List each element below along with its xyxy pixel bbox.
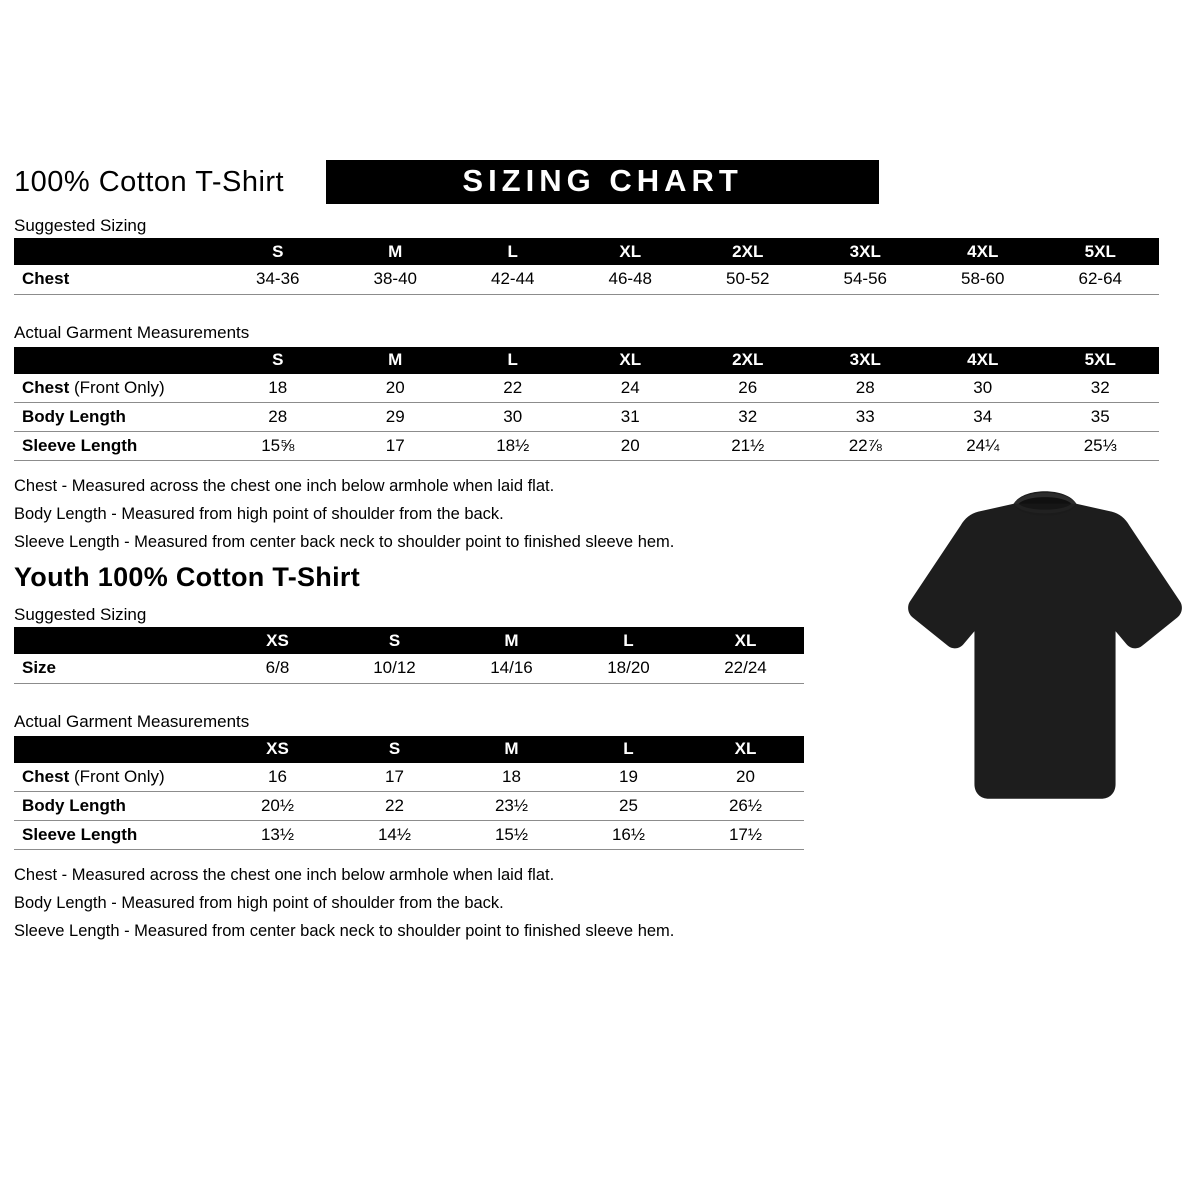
cell-value: 23½ [453, 792, 570, 821]
cell-value: 29 [337, 403, 455, 432]
row-label: Chest [14, 265, 219, 294]
size-column-header: L [570, 627, 687, 654]
size-column-header [14, 627, 219, 654]
size-column-header: M [337, 238, 455, 265]
note-body-length: Body Length - Measured from high point of shoulder from the back. [14, 894, 504, 912]
cell-value: 6/8 [219, 654, 336, 683]
cell-value: 46-48 [572, 265, 690, 294]
size-column-header: 2XL [689, 347, 807, 374]
cell-value: 26 [689, 374, 807, 403]
size-column-header: S [219, 347, 337, 374]
cell-value: 50-52 [689, 265, 807, 294]
row-label: Sleeve Length [14, 432, 219, 461]
table-row [14, 654, 804, 683]
cell-value: 22 [336, 792, 453, 821]
cell-value: 16½ [570, 821, 687, 850]
row-label: Body Length [14, 403, 219, 432]
table-row [14, 403, 1159, 432]
table-row [14, 432, 1159, 461]
cell-value: 14/16 [453, 654, 570, 683]
note-chest: Chest - Measured across the chest one inch below armhole when laid flat. [14, 477, 555, 495]
row-label: Size [14, 654, 219, 683]
size-column-header: L [454, 347, 572, 374]
size-column-header: S [219, 238, 337, 265]
size-column-header: M [453, 736, 570, 763]
note-sleeve-length: Sleeve Length - Measured from center back neck to shoulder point to finished sleeve hem. [14, 533, 675, 551]
table-row [14, 792, 804, 821]
tshirt-illustration [898, 466, 1192, 816]
cell-value: 19 [570, 763, 687, 792]
youth-actual-measurements-label: Actual Garment Measurements [14, 711, 250, 731]
size-column-header: M [337, 347, 455, 374]
size-column-header: XS [219, 736, 336, 763]
cell-value: 15⅝ [219, 432, 337, 461]
size-column-header: 5XL [1042, 238, 1160, 265]
cell-value: 22/24 [687, 654, 804, 683]
cell-value: 42-44 [454, 265, 572, 294]
cell-value: 26½ [687, 792, 804, 821]
cell-value: 31 [572, 403, 690, 432]
size-column-header [14, 347, 219, 374]
size-column-header [14, 736, 219, 763]
youth-suggested-sizing-table [14, 627, 804, 684]
header-row [14, 160, 1186, 204]
size-column-header: 5XL [1042, 347, 1160, 374]
cell-value: 38-40 [337, 265, 455, 294]
cell-value: 20 [572, 432, 690, 461]
cell-value: 17½ [687, 821, 804, 850]
cell-value: 22 [454, 374, 572, 403]
cell-value: 10/12 [336, 654, 453, 683]
cell-value: 22⅞ [807, 432, 925, 461]
tshirt-product-image [898, 466, 1192, 816]
table-row [14, 265, 1159, 294]
cell-value: 28 [807, 374, 925, 403]
cell-value: 17 [337, 432, 455, 461]
cell-value: 28 [219, 403, 337, 432]
row-label: Body Length [14, 792, 219, 821]
header-row [14, 347, 1159, 374]
size-column-header: L [454, 238, 572, 265]
table-row [14, 763, 804, 792]
youth-section-title: Youth 100% Cotton T-Shirt [14, 562, 360, 592]
header-row [14, 238, 1159, 265]
cell-value: 14½ [336, 821, 453, 850]
note-chest: Chest - Measured across the chest one inch below armhole when laid flat. [14, 866, 555, 884]
header-row [14, 627, 804, 654]
cell-value: 58-60 [924, 265, 1042, 294]
table-row [14, 374, 1159, 403]
size-column-header: XL [572, 347, 690, 374]
size-column-header: S [336, 627, 453, 654]
cell-value: 17 [336, 763, 453, 792]
page-title: 100% Cotton T-Shirt [14, 165, 285, 198]
cell-value: 21½ [689, 432, 807, 461]
youth-suggested-sizing-label: Suggested Sizing [14, 605, 147, 624]
cell-value: 34 [924, 403, 1042, 432]
suggested-sizing-label: Suggested Sizing [14, 216, 147, 235]
cell-value: 54-56 [807, 265, 925, 294]
cell-value: 15½ [453, 821, 570, 850]
cell-value: 25 [570, 792, 687, 821]
cell-value: 18½ [454, 432, 572, 461]
size-column-header [14, 238, 219, 265]
size-column-header: L [570, 736, 687, 763]
row-label: Sleeve Length [14, 821, 219, 850]
cell-value: 18 [219, 374, 337, 403]
size-column-header: XS [219, 627, 336, 654]
size-column-header: 3XL [807, 347, 925, 374]
size-column-header: M [453, 627, 570, 654]
youth-actual-measurements-table [14, 736, 804, 851]
cell-value: 13½ [219, 821, 336, 850]
cell-value: 18 [453, 763, 570, 792]
size-column-header: 4XL [924, 238, 1042, 265]
note-body-length: Body Length - Measured from high point of shoulder from the back. [14, 505, 504, 523]
youth-measurement-notes [14, 866, 1186, 941]
size-column-header: S [336, 736, 453, 763]
sizing-chart-banner: SIZING CHART [326, 160, 879, 204]
cell-value: 18/20 [570, 654, 687, 683]
size-column-header: XL [572, 238, 690, 265]
cell-value: 34-36 [219, 265, 337, 294]
actual-measurements-label: Actual Garment Measurements [14, 322, 250, 342]
table-row [14, 821, 804, 850]
cell-value: 33 [807, 403, 925, 432]
size-column-header: XL [687, 627, 804, 654]
cell-value: 20 [687, 763, 804, 792]
cell-value: 25⅓ [1042, 432, 1160, 461]
cell-value: 24¼ [924, 432, 1042, 461]
adult-actual-measurements-table [14, 347, 1159, 462]
cell-value: 32 [689, 403, 807, 432]
cell-value: 32 [1042, 374, 1160, 403]
cell-value: 16 [219, 763, 336, 792]
cell-value: 24 [572, 374, 690, 403]
header-row [14, 736, 804, 763]
size-column-header: XL [687, 736, 804, 763]
cell-value: 20½ [219, 792, 336, 821]
size-column-header: 2XL [689, 238, 807, 265]
cell-value: 30 [924, 374, 1042, 403]
cell-value: 35 [1042, 403, 1160, 432]
size-column-header: 4XL [924, 347, 1042, 374]
note-sleeve-length: Sleeve Length - Measured from center back neck to shoulder point to finished sleeve hem. [14, 922, 675, 940]
adult-suggested-sizing-table [14, 238, 1159, 295]
size-column-header: 3XL [807, 238, 925, 265]
row-label: Chest (Front Only) [14, 763, 219, 792]
cell-value: 30 [454, 403, 572, 432]
row-label: Chest (Front Only) [14, 374, 219, 403]
cell-value: 62-64 [1042, 265, 1160, 294]
cell-value: 20 [337, 374, 455, 403]
